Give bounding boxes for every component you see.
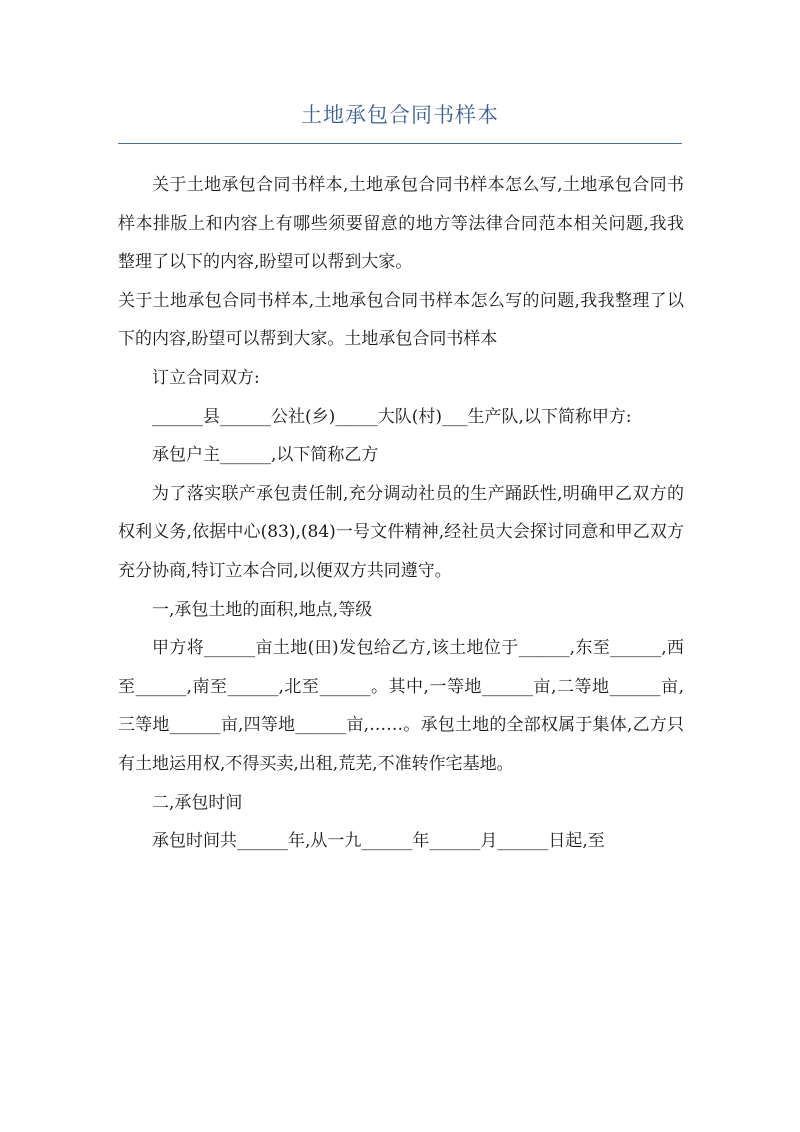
party-b-line: 承包户主______,以下简称乙方 [152,445,379,466]
section-2-heading: 二,承包时间 [152,792,243,813]
parties-heading: 订立合同双方: [152,367,260,388]
title-divider [118,143,682,144]
party-a-line: ______县______公社(乡)_____大队(村)___生产队,以下简称甲方: [152,406,632,427]
section-1-body: 甲方将______亩土地(田)发包给乙方,该土地位于______,东至______,西至______,南至______,北至______。其中,一等地______亩,二等地______亩,三等地______亩,四等地______亩,……。承包土地的全部权属于集体,乙方只有土地运用权,不得买卖,出租,荒芜,不准转作宅基地。 [118,638,684,774]
purpose-paragraph: 为了落实联产承包责任制,充分调动社员的生产踊跃性,明确甲乙双方的权利义务,依据中心(83),(84)一号文件精神,经社员大会探讨同意和甲乙双方充分协商,特订立本合同,以便双方共同遵守。 [118,483,684,581]
section-1-heading: 一,承包土地的面积,地点,等级 [152,599,373,620]
document-body [118,166,684,861]
section-2-body: 承包时间共______年,从一九______年______月______日起,至 [152,831,605,852]
intro-paragraph-2: 关于土地承包合同书样本,土地承包合同书样本怎么写的问题,我我整理了以下的内容,盼望可以帮到大家。土地承包合同书样本 [118,290,684,350]
intro-paragraph: 关于土地承包合同书样本,土地承包合同书样本怎么写,土地承包合同书样本排版上和内容上有哪些须要留意的地方等法律合同范本相关问题,我我整理了以下的内容,盼望可以帮到大家。 [118,175,684,273]
document-title: 土地承包合同书样本 [301,103,499,127]
